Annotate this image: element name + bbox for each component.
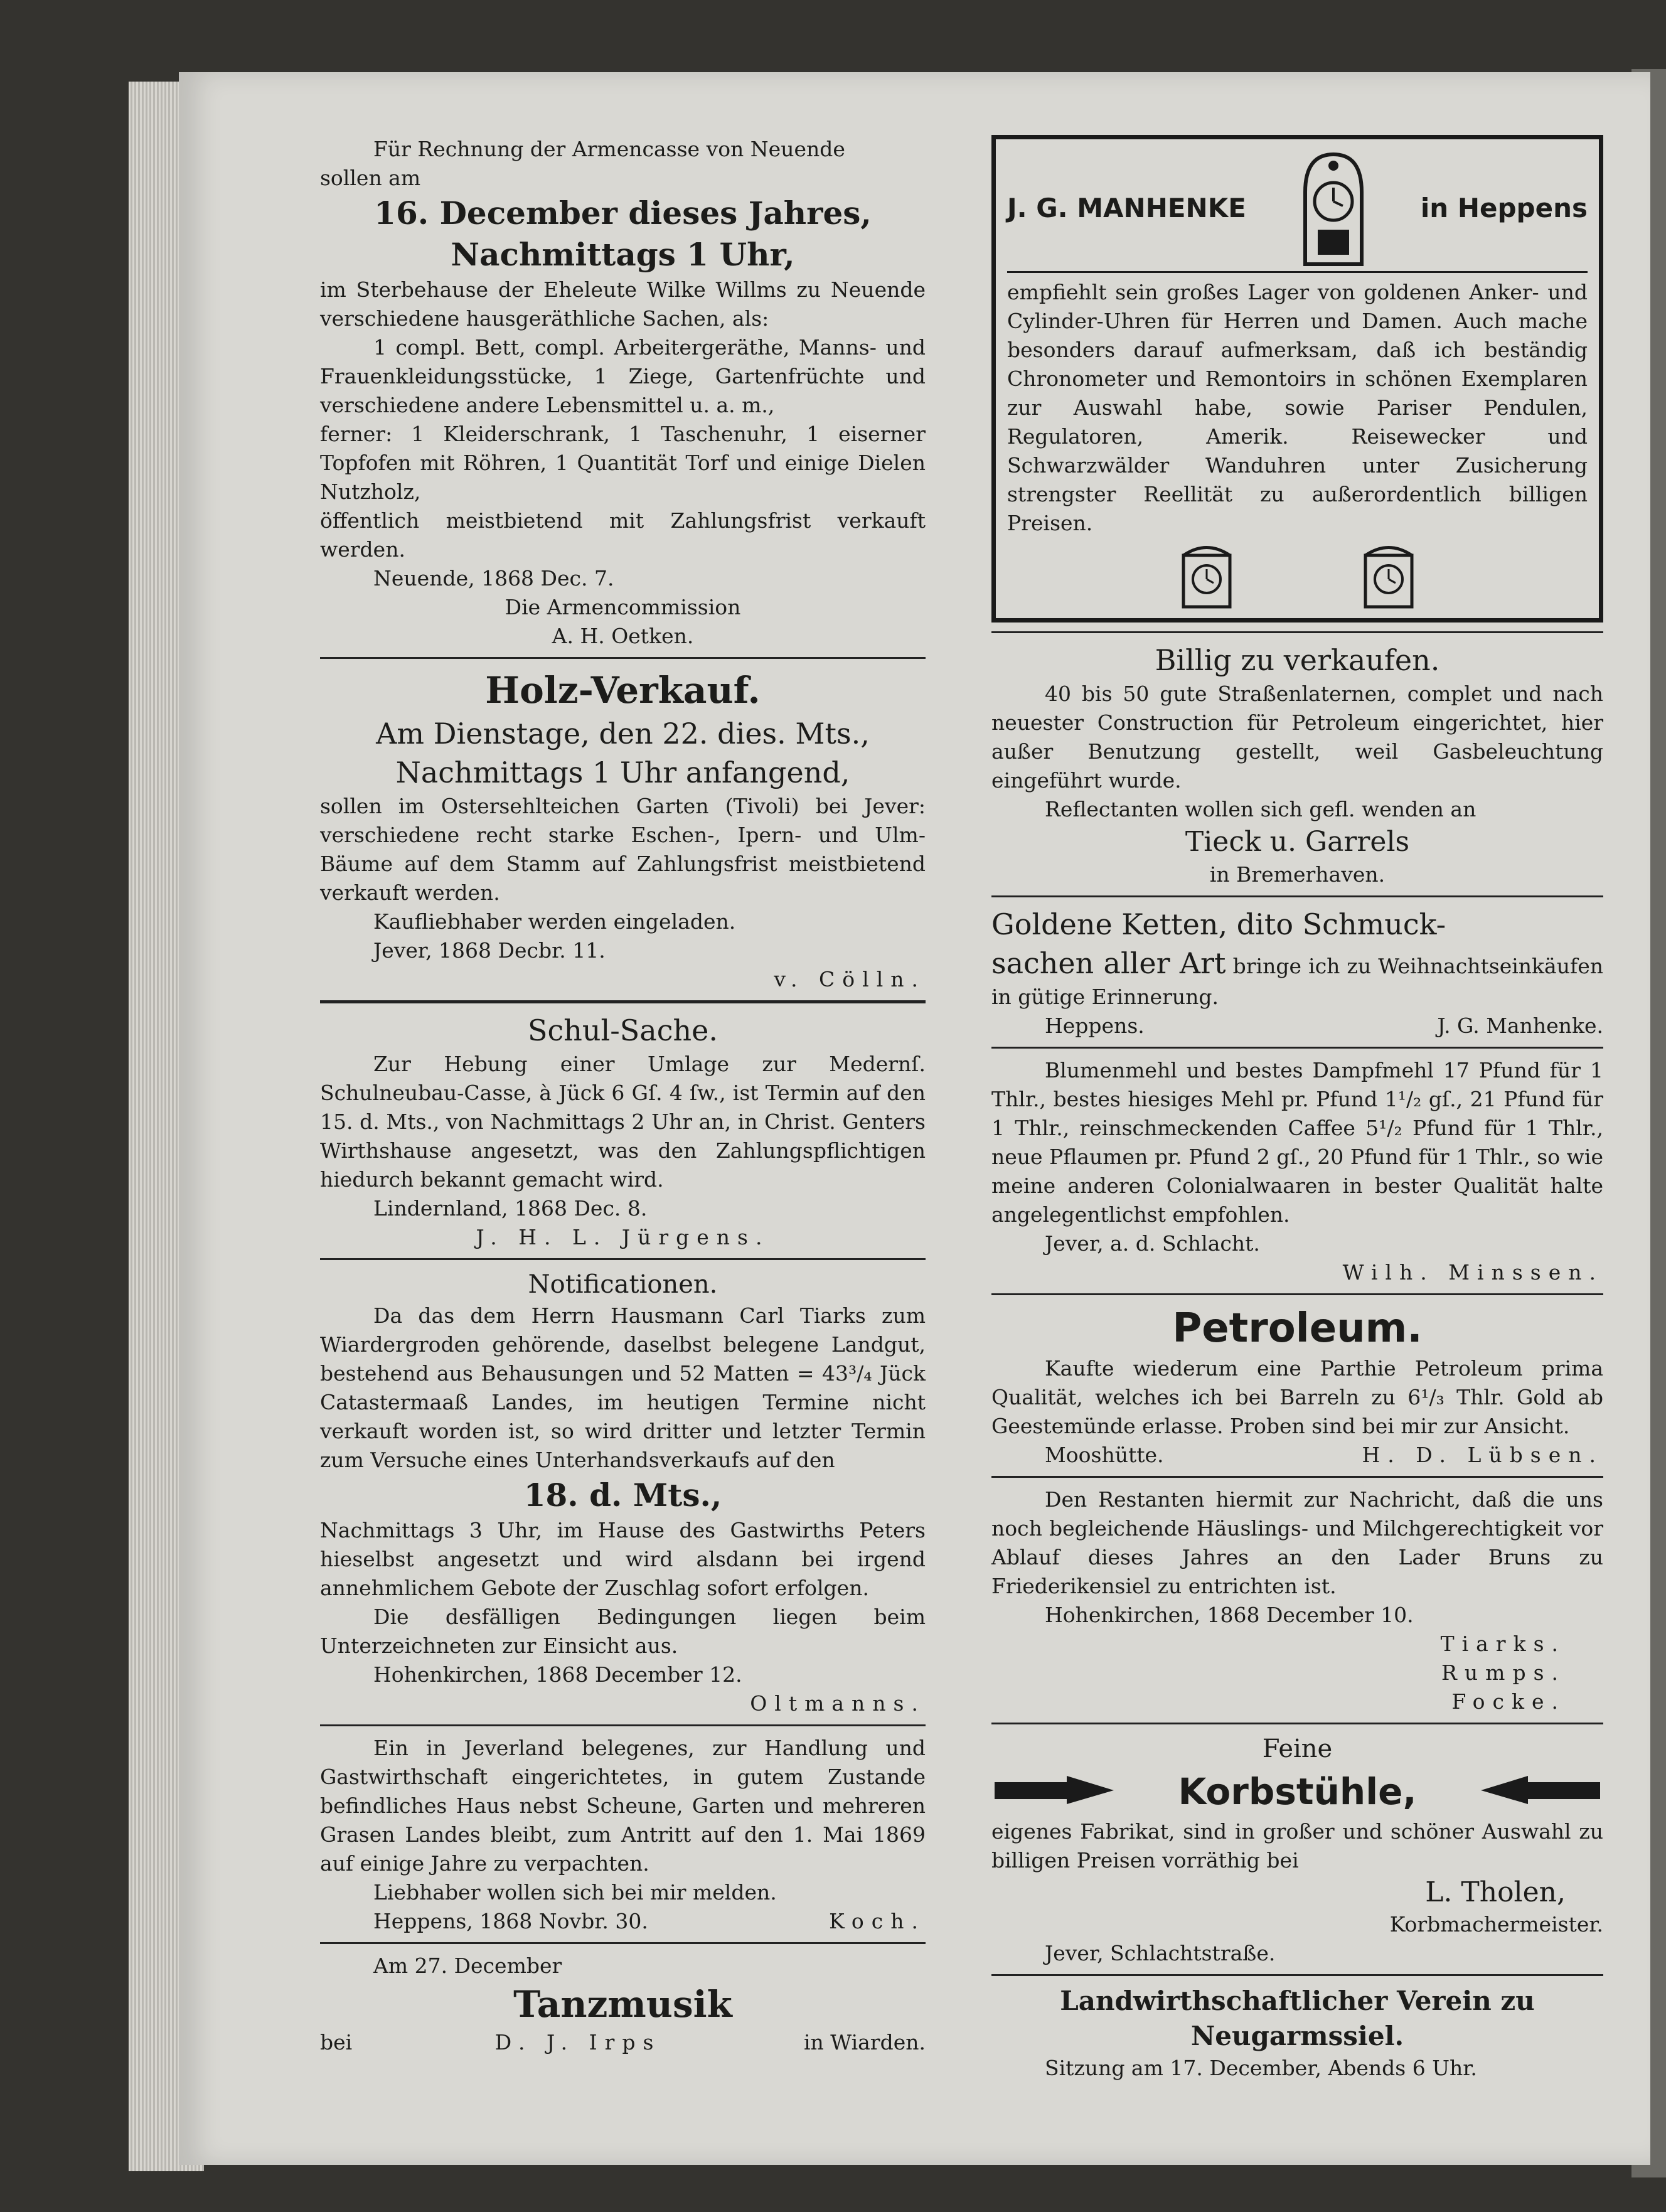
- ad-schul-sache: Schul-Sache. Zur Hebung einer Umlage zur Medernſ. Schulneubau-Casse, à Jück 6 Gſ. 4 ſw., ist Termin auf den 15. d. Mts., von Nachmittags 2 Uhr an, in Christ. Genters Wirthshause angesetzt, was den Zahlungspflichtigen hiedurch bekannt gemacht wird. Lindernland, 1868 Dec. 8. J. H. L. Jürgens.: [320, 1013, 926, 1249]
- ad-holz-verkauf: Holz-Verkauf. Am Dienstage, den 22. dies. Mts., Nachmittags 1 Uhr anfangend, sollen im Ostersehlteichen Garten (Tivoli) bei Jever: verschiedene recht starke Eschen-, Ipern- und Ulm-Bäume auf dem Stamm auf Zahlungsfrist meistbietend verkauft werden. Kaufliebhaber werden eingeladen. Jever, 1868 Decbr. 11. v. Cölln.: [320, 669, 926, 991]
- ad-korbstuehle: Feine Korbstühle, eigenes Fabrikat, sind in großer und schöner Auswahl zu billigen Preisen vorräthig bei L. Tholen, Korbmachermeister. Jever, Schlachtstraße.: [991, 1734, 1603, 1965]
- divider: [991, 895, 1603, 897]
- divider: [991, 1047, 1603, 1049]
- divider: [991, 631, 1603, 633]
- ad-billig-verkaufen: Billig zu verkaufen. 40 bis 50 gute Straßenlaternen, complet und nach neuester Construction für Petroleum eingerichtet, hier außer Benutzung gestellt, weil Gasbeleuchtung eingeführt wurde. Reflectanten wollen sich gefl. wenden an Tieck u. Garrels in Bremerhaven.: [991, 643, 1603, 887]
- shop-place: in Heppens: [1420, 192, 1588, 223]
- ornate-clock-icon: [1293, 148, 1374, 267]
- divider: [320, 1724, 926, 1726]
- divider: [991, 1974, 1603, 1976]
- divider: [320, 657, 926, 659]
- ad-goldene-ketten: Goldene Ketten, dito Schmuck- sachen aller Art bringe ich zu Weihnachtseinkäufen in gütige Erinnerung. Heppens. J. G. Manhenke.: [991, 907, 1603, 1038]
- divider: [991, 1476, 1603, 1478]
- right-column: [991, 135, 1603, 2083]
- divider: [991, 1293, 1603, 1295]
- ad-landwirthschaftlicher-verein: Landwirthschaftlicher Verein zu Neugarmssiel. Sitzung am 17. December, Abends 6 Uhr.: [1045, 1985, 1535, 2080]
- ad-restanten: Den Restanten hiermit zur Nachricht, daß die uns noch begleichende Häuslings- und Milchgerechtigkeit vor Ablauf dieses Jahres an den Lader Bruns zu Friederikensiel zu entrichten ist. Hohenkirchen, 1868 December 10. Tiarks. Rumps. Focke.: [991, 1487, 1603, 1714]
- ad-tanzmusik: Am 27. December Tanzmusik bei D. J. Irps in Wiarden.: [320, 1953, 926, 2054]
- mantel-clock-icon: [1178, 543, 1235, 612]
- ad-haus-verpachten: Ein in Jeverland belegenes, zur Handlung und Gastwirthschaft eingerichtetes, in gutem Zustande befindliches Haus nebst Scheune, Garten und mehreren Grasen Landes bleibt, zum Antritt auf den 1. Mai 1869 auf einige Jahre zu verpachten. Liebhaber wollen sich bei mir melden. Heppens, 1868 Novbr. 30. Koch.: [320, 1736, 926, 1933]
- ad-notificationen: Notificationen. Da das dem Herrn Hausmann Carl Tiarks zum Wiardergroden gehörende, daselbst belegene Landgut, bestehend aus Behausungen und 52 Matten = 43³/₄ Jück Catastermaaß Landes, im heutigen Termine nicht verkauft worden ist, so wird dritter und letzter Termin zum Versuche eines Unterhandsverkaufs auf den 18. d. Mts., Nachmittags 3 Uhr, im Hause des Gastwirths Peters hieselbst angesetzt und wird alsdann bei irgend annehmlichem Gebote der Zuschlag sofort erfolgen. Die desfälligen Bedingungen liegen beim Unterzeichneten zur Einsicht aus. Hohenkirchen, 1868 December 12. Oltmanns.: [320, 1270, 926, 1716]
- ad-petroleum: Petroleum. Kaufte wiederum eine Parthie Petroleum prima Qualität, welches ich bei Barreln zu 6¹/₃ Thlr. Gold ab Geestemünde erlasse. Proben sind bei mir zur Ansicht. Mooshütte. H. D. Lübsen.: [991, 1305, 1603, 1467]
- divider: [320, 1942, 926, 1944]
- mantel-clock-icon: [1360, 543, 1417, 612]
- divider: [991, 1723, 1603, 1724]
- pointing-hand-left-icon: [1478, 1773, 1603, 1810]
- ad-armencasse: Für Rechnung der Armencasse von Neuende sollen am 16. December dieses Jahres, Nachmittags 1 Uhr, im Sterbehause der Eheleute Wilke Willms zu Neuende verschiedene hausgeräthliche Sachen, als: 1 compl. Bett, compl. Arbeitergeräthe, Manns- und Frauenkleidungsstücke, 1 Ziege, Gartenfrüchte und verschiedene andere Lebensmittel u. a. m., ferner: 1 Kleiderschrank, 1 Taschenuhr, 1 eiserner Topfofen mit Röhren, 1 Quantität Torf und einige Dielen Nutzholz, öffentlich meistbietend mit Zahlungsfrist verkauft werden. Neuende, 1868 Dec. 7. Die Armencommission A. H. Oetken.: [320, 137, 926, 648]
- ad-manhenke-uhren: J. G. MANHENKE in Heppens empfiehlt sein großes Lager von goldenen Anker- und Cylinder-Uhren für Herren und Damen. Auch mache besonders darauf aufmerksam, daß ich beständig Chronometer und Remontoirs in schönen Exemplaren zur Auswahl habe, sowie Pariser Pendulen, Regulatoren, Amerik. Reisewecker und Schwarzwälder Wanduhren unter Zusicherung strengster Reellität zu außerordentlich billigen Preisen.: [991, 135, 1603, 622]
- pointing-hand-right-icon: [991, 1773, 1117, 1810]
- divider: [320, 1000, 926, 1003]
- ad-blumenmehl: Blumenmehl und bestes Dampfmehl 17 Pfund für 1 Thlr., bestes hiesiges Mehl pr. Pfund 1¹/₂ gſ., 21 Pfund für 1 Thlr., reinschmeckenden Caffee 5¹/₂ Pfund für 1 Thlr., neue Pflaumen pr. Pfund 2 gſ., 20 Pfund für 1 Thlr., so wie meine anderen Colonialwaaren in bester Qualität halte angelegentlichst empfohlen. Jever, a. d. Schlacht. Wilh. Minssen.: [991, 1058, 1603, 1285]
- left-column: [320, 135, 926, 2057]
- divider: [320, 1258, 926, 1260]
- shop-name: J. G. MANHENKE: [1007, 192, 1246, 223]
